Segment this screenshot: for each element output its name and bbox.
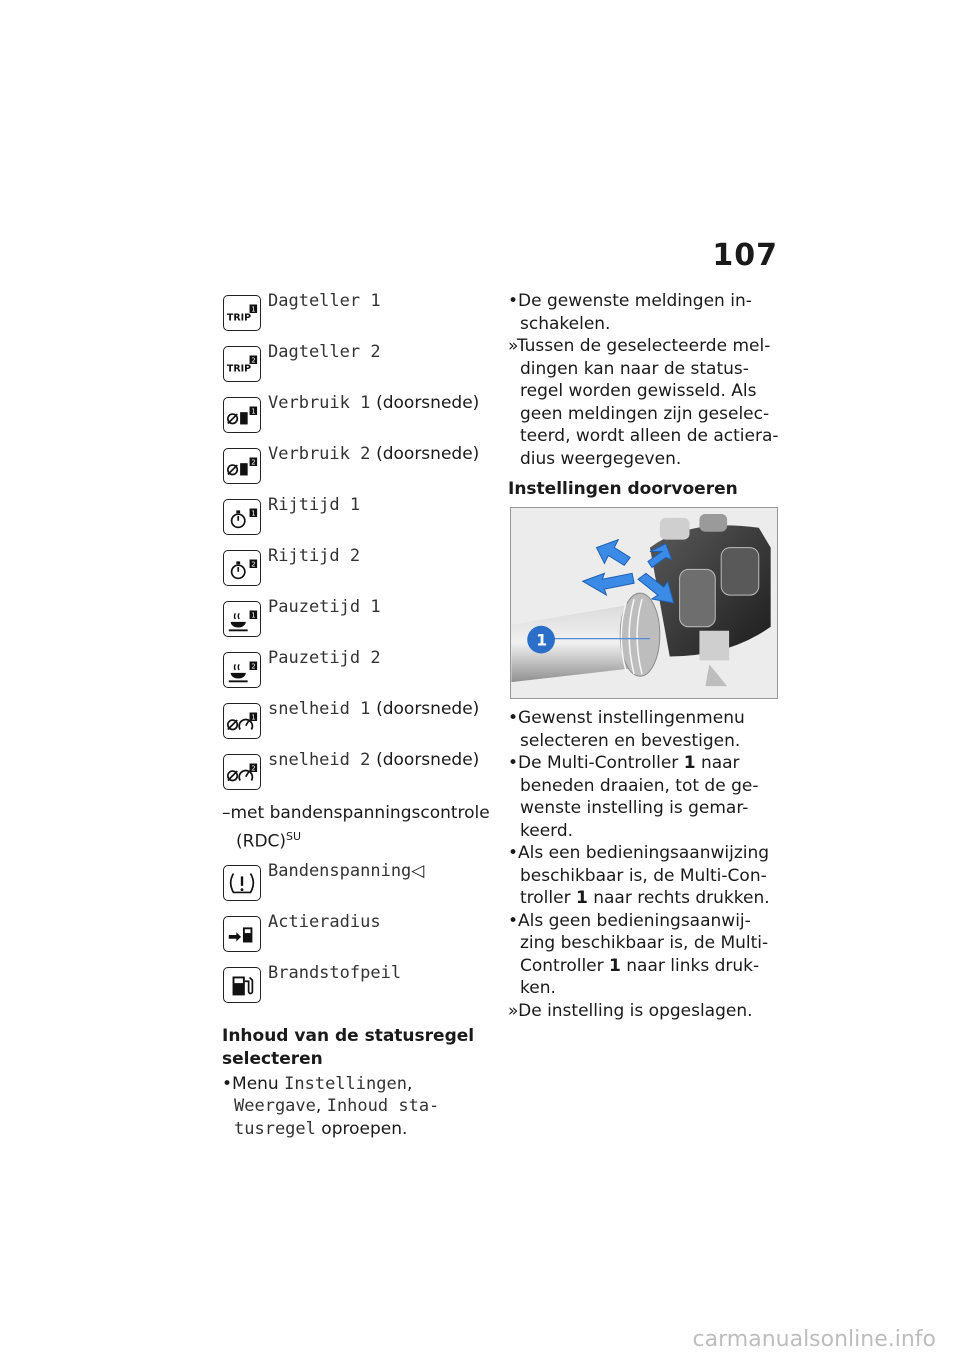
svg-text:1: 1: [251, 509, 256, 518]
list-item: [222, 694, 490, 745]
svg-text:1: 1: [251, 713, 256, 722]
riding-time-1-icon: [223, 499, 261, 535]
svg-text:2: 2: [251, 662, 256, 671]
speed-2-icon: [223, 754, 261, 790]
item-label: Verbruik 1: [268, 393, 371, 413]
item-label: Brandstofpeil: [268, 962, 402, 983]
pause-time-2-icon: [223, 652, 261, 688]
svg-text:TRIP: TRIP: [226, 312, 252, 324]
result-paragraph: »Tussen de geselecteerde mel-dingen kan naar de status-regel worden gewisseld. Als geen meldingen zijn geselec-teerd, wordt alleen de actiera-dius weergegeven.: [508, 336, 779, 469]
rdc-condition-text: met bandenspanningscontrole (RDC): [230, 803, 490, 852]
riding-time-2-icon: [223, 550, 261, 586]
svg-text:1: 1: [251, 407, 256, 416]
item-label: Rijtijd 1: [268, 495, 361, 515]
list-item: [222, 643, 490, 694]
svg-text:1: 1: [251, 611, 256, 620]
item-label: Pauzetijd 2: [268, 648, 381, 668]
handlebar-illustration: [511, 508, 777, 698]
multi-controller-figure: [510, 507, 778, 699]
item-label: Rijtijd 2: [268, 546, 361, 566]
list-item: [222, 490, 490, 541]
list-item: [222, 907, 490, 958]
svg-text:1: 1: [251, 305, 256, 314]
trip-1-icon: [223, 295, 261, 331]
rdc-condition-sup: SU: [286, 830, 302, 843]
item-suffix: ◁: [411, 860, 425, 881]
item-label: Dagteller 2: [268, 342, 381, 362]
item-label: Verbruik 2: [268, 444, 371, 464]
svg-text:2: 2: [251, 764, 256, 773]
item-suffix: (doorsnede): [376, 699, 480, 719]
speed-1-icon: [223, 703, 261, 739]
item-suffix: (doorsnede): [376, 444, 480, 464]
list-item: [222, 286, 490, 337]
instruction-paragraph: •Als geen bedieningsaanwij-zing beschikbaar is, de Multi-Controller 1 naar links druk-ken.: [508, 910, 769, 998]
instruction-paragraph: •Als een bedieningsaanwijzing beschikbaar is, de Multi-Con-troller 1 naar rechts drukken.: [508, 843, 770, 908]
instruction-paragraph: •De Multi-Controller 1 naar beneden draaien, tot de ge-wenste instelling is gemar-keerd.: [508, 753, 759, 841]
item-label: Bandenspanning: [268, 860, 412, 881]
list-item: [222, 439, 490, 490]
rdc-condition: –met bandenspanningscontrole (RDC)$^{SU}$: [222, 803, 490, 852]
right-column: [508, 286, 783, 1022]
item-label: Dagteller 1: [268, 291, 381, 311]
consumption-1-icon: [223, 397, 261, 433]
item-label: snelheid 2: [268, 750, 371, 770]
menu-path-settings: Instellingen: [284, 1073, 407, 1094]
item-suffix: (doorsnede): [376, 393, 480, 413]
svg-text:2: 2: [251, 458, 256, 467]
item-label: Pauzetijd 1: [268, 597, 381, 617]
instruction-paragraph: •Gewenst instellingenmenu selecteren en bevestigen.: [508, 708, 745, 751]
list-item: [222, 856, 490, 907]
menu-path-status-line: Inhoud sta-tusregel: [234, 1096, 440, 1139]
list-item: [222, 592, 490, 643]
list-item: [222, 745, 490, 796]
item-label: Actieradius: [268, 911, 381, 932]
menu-path-display: Weergave: [234, 1096, 316, 1117]
list-item: [222, 388, 490, 439]
item-suffix: (doorsnede): [376, 750, 480, 770]
trip-2-icon: [223, 346, 261, 382]
list-item: [222, 958, 490, 1009]
range-icon: [223, 916, 261, 952]
page-number: 107: [712, 238, 778, 273]
watermark: carmanualsonline.info: [692, 1327, 936, 1352]
section-heading: Inhoud van de statusregel selecteren: [222, 1025, 475, 1069]
svg-text:2: 2: [251, 356, 256, 365]
section-heading: Instellingen doorvoeren: [508, 479, 738, 499]
pause-time-1-icon: [223, 601, 261, 637]
fuel-level-icon: [223, 967, 261, 1003]
instruction-paragraph: •Menu Instellingen, Weergave, Inhoud sta-tusregel oproepen.: [222, 1073, 440, 1139]
figure-callout: 1: [536, 630, 548, 650]
consumption-2-icon: [223, 448, 261, 484]
result-paragraph: »De instelling is opgeslagen.: [508, 1000, 753, 1021]
list-item: [222, 337, 490, 388]
instruction-paragraph: •De gewenste meldingen in-schakelen.: [508, 291, 752, 334]
tire-pressure-icon: [223, 865, 261, 901]
svg-text:TRIP: TRIP: [226, 363, 252, 375]
svg-text:2: 2: [251, 560, 256, 569]
item-label: snelheid 1: [268, 699, 371, 719]
list-item: [222, 541, 490, 592]
left-column: [222, 286, 490, 1140]
